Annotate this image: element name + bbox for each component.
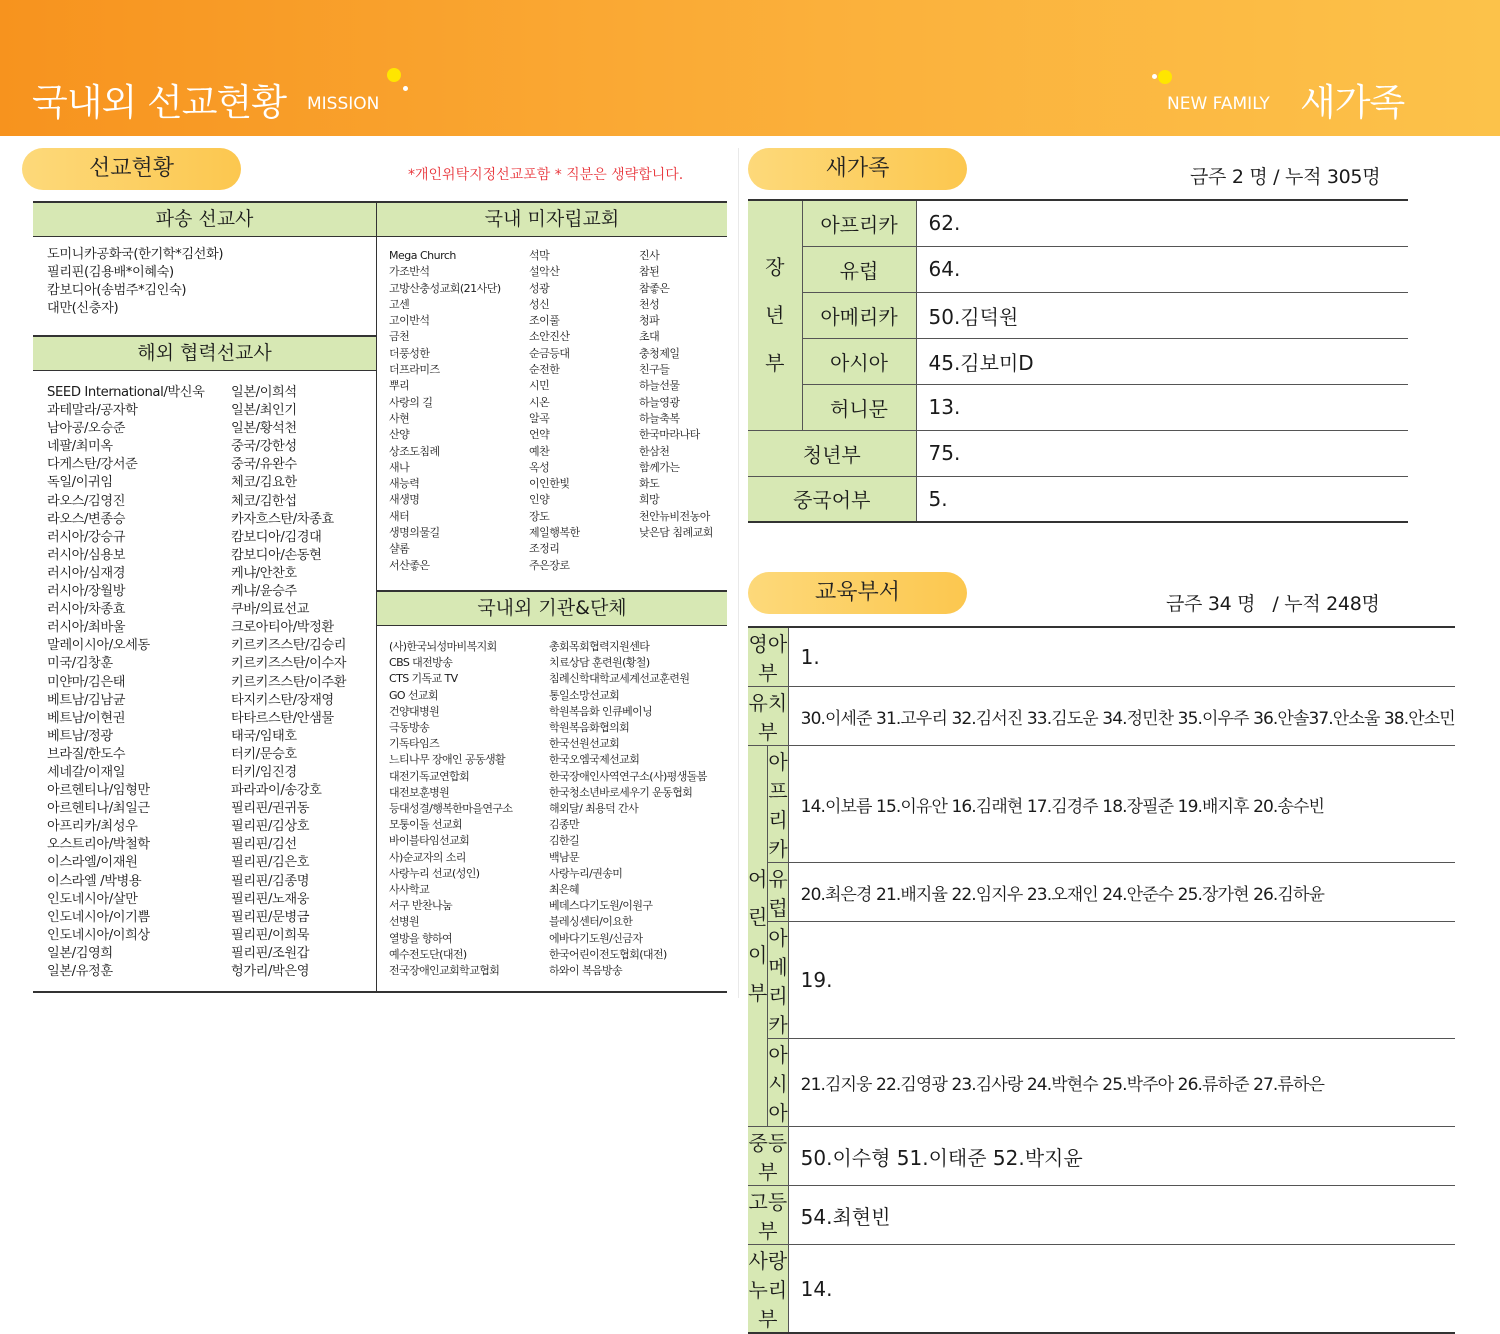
list-item: 체코/김요한 — [231, 475, 297, 491]
list-item: 아르헨티나/최일근 — [47, 801, 150, 817]
list-item: 석막 — [529, 249, 550, 262]
children-department-label: 어 린 이 부 — [748, 746, 768, 1127]
new-family-pill: 새가족 — [748, 148, 967, 190]
list-item: 충청제일 — [639, 346, 680, 360]
row-value: 1. — [788, 627, 1455, 687]
list-item: 쿠바/의료선교 — [231, 602, 310, 618]
list-item: 화도 — [639, 477, 660, 491]
row-label: 허니문 — [802, 384, 916, 430]
row-label: 중등부 — [748, 1127, 788, 1186]
list-item: 참좋은 — [639, 281, 670, 295]
list-item: 이스라엘 /박병용 — [47, 873, 142, 889]
list-item: 청파 — [639, 314, 660, 328]
header-banner — [0, 0, 1500, 136]
list-item: 카자흐스탄/차종효 — [231, 511, 334, 527]
list-item: 러시아/강승규 — [47, 529, 126, 545]
list-item: 필리핀/김은호 — [231, 855, 310, 871]
list-item: 태국/임태호 — [231, 728, 297, 744]
table-row — [748, 384, 1408, 430]
list-item: 헝가리/박은영 — [231, 964, 310, 979]
list-item: 건양대병원 — [389, 704, 440, 718]
list-item: 사)순교자의 소리 — [389, 850, 466, 864]
list-item: 과테말라/공자학 — [47, 403, 138, 419]
list-item: 필리핀/권귀동 — [231, 801, 310, 817]
list-item: 학원복음화 인큐베이닝 — [549, 704, 653, 718]
list-item: 알곡 — [529, 411, 550, 425]
list-item: 일본/유정훈 — [47, 964, 113, 979]
list-item: 새나 — [389, 460, 410, 474]
list-item: 백남문 — [549, 850, 580, 864]
table-row — [748, 1127, 1455, 1186]
list-item: 가조반석 — [389, 265, 430, 279]
list-item: (사)한국뇌성마비복지회 — [389, 640, 497, 653]
list-item: 새능력 — [389, 477, 420, 491]
list-item: 서산좋은 — [389, 558, 430, 572]
row-value: 13. — [916, 384, 1408, 430]
list-item: 사현 — [389, 411, 410, 425]
dispatched-list — [47, 246, 223, 318]
list-item: 김한길 — [549, 834, 580, 848]
list-item: 이인한빛 — [529, 477, 570, 491]
list-item: 대전보훈병원 — [389, 785, 450, 799]
list-item: 샬롬 — [389, 542, 410, 556]
list-item: 새터 — [389, 509, 410, 523]
list-item: 고방산충성교회(21사단) — [389, 281, 501, 295]
list-item: 사랑의 길 — [389, 395, 433, 409]
list-item: 일본/황석천 — [231, 421, 297, 437]
list-item: 베트남/김남균 — [47, 692, 126, 708]
list-item: 성광 — [529, 281, 550, 295]
list-item: 모퉁이돌 선교회 — [389, 818, 463, 832]
white-dot-icon — [403, 86, 408, 91]
overseas-list-col1 — [47, 384, 204, 981]
row-label: 사랑누리부 — [748, 1245, 788, 1334]
list-item: SEED International/박신욱 — [47, 385, 205, 400]
list-item: 남아공/오승준 — [47, 421, 126, 437]
list-item: 조이풀 — [529, 314, 560, 328]
list-item: 캄보디아(송범주*김인숙) — [47, 283, 187, 299]
list-item: 진사 — [639, 249, 660, 262]
list-item: 한국장애인사역연구소(사)평생돌봄 — [549, 769, 707, 783]
list-item: 일본/이희석 — [231, 385, 297, 400]
list-item: 중국/강한성 — [231, 439, 297, 455]
list-item: CTS 기독교 TV — [389, 672, 458, 686]
list-item: 필리핀/조원갑 — [231, 945, 310, 961]
organizations-list-col2 — [549, 639, 707, 979]
table-row — [748, 1245, 1455, 1334]
banner-title-mission: 국내외 선교현황 — [32, 81, 286, 124]
list-item: 블레싱센터/이요한 — [549, 915, 633, 929]
list-item: 인도네시아/이희상 — [47, 927, 150, 943]
list-item: 러시아/차종효 — [47, 602, 126, 618]
list-item: 일본/최인기 — [231, 403, 297, 419]
list-item: 캄보디아/손동현 — [231, 547, 322, 563]
list-item: 전국장애인교회학교협회 — [389, 964, 500, 978]
list-item: 낮은담 침례교회 — [639, 526, 713, 540]
education-department-pill: 교육부서 — [748, 572, 967, 614]
list-item: 함께가는 — [639, 460, 680, 474]
row-value: 14.이보름 15.이유안 16.김래현 17.김경주 18.장필준 19.배지후 20.송수빈 — [788, 746, 1455, 863]
list-item: 천성 — [639, 297, 660, 311]
list-item: 언약 — [529, 428, 550, 442]
row-label: 청년부 — [748, 430, 916, 476]
row-label: 아메리카 — [768, 922, 788, 1039]
list-item: 한국청소년바로세우기 운동협회 — [549, 785, 693, 799]
education-table — [748, 626, 1455, 1334]
list-item: 키르키즈스탄/이주환 — [231, 674, 347, 690]
list-item: 사랑누리 선교(성인) — [389, 866, 480, 880]
list-item: 터키/임진경 — [231, 764, 297, 780]
overseas-missionaries-header: 해외 협력선교사 — [33, 335, 376, 371]
row-value: 20.최은경 21.배지율 22.임지우 23.오재인 24.안준수 25.장가현 26.김하윤 — [788, 863, 1455, 922]
list-item: 크로아티아/박정환 — [231, 620, 334, 636]
row-label: 중국어부 — [748, 476, 916, 522]
list-item: 필리핀/김선 — [231, 837, 297, 853]
list-item: CBS 대전방송 — [389, 656, 453, 670]
list-item: 더풍성한 — [389, 346, 430, 360]
list-item: 김종만 — [549, 818, 580, 832]
list-item: 필리핀/문병금 — [231, 909, 310, 925]
list-item: 터키/문승호 — [231, 746, 297, 762]
list-item: 성신 — [529, 297, 550, 311]
new-family-table — [748, 199, 1408, 523]
list-item: 한국마라나타 — [639, 428, 700, 442]
list-item: 사랑누리/권송미 — [549, 866, 623, 880]
list-item: 라오스/변종승 — [47, 511, 126, 527]
table-row — [748, 430, 1408, 476]
domestic-list-col1 — [389, 248, 501, 574]
list-item: 시온 — [529, 395, 550, 409]
list-item: 인양 — [529, 493, 550, 507]
list-item: 키르키즈스탄/김승리 — [231, 638, 347, 654]
list-item: 베트남/이현권 — [47, 710, 126, 726]
list-item: 등대성결/행복한마을연구소 — [389, 802, 513, 816]
youth-department-label: 장 년 부 — [748, 200, 802, 430]
new-family-total: 금주 2 명 / 누적 305명 — [1190, 166, 1381, 188]
row-value: 19. — [788, 922, 1455, 1039]
organizations-header: 국내외 기관&단체 — [377, 590, 727, 626]
overseas-list-col2 — [231, 384, 346, 981]
list-item: 한국오엠국제선교회 — [549, 753, 640, 767]
list-item: 필리핀/김상호 — [231, 819, 310, 835]
list-item: 중국/유완수 — [231, 457, 297, 473]
list-item: 열방을 향하여 — [389, 931, 453, 945]
list-item: 베데스다기도원/이원구 — [549, 899, 653, 913]
list-item: 설악산 — [529, 265, 560, 279]
list-item: 희망 — [639, 493, 660, 507]
list-item: 금천 — [389, 330, 410, 344]
organizations-list-col1 — [389, 639, 512, 979]
table-row — [748, 922, 1455, 1039]
row-value: 64. — [916, 246, 1408, 292]
list-item: 타타르스탄/안샘물 — [231, 710, 334, 726]
domestic-list-col3 — [639, 248, 713, 541]
row-label: 아프리카 — [802, 200, 916, 246]
row-label: 아메리카 — [802, 292, 916, 338]
list-item: 하늘선물 — [639, 379, 680, 393]
list-item: 순금등대 — [529, 346, 570, 360]
list-item: 제일행복한 — [529, 526, 580, 540]
list-item: 타지키스탄/장재영 — [231, 692, 334, 708]
row-value: 14. — [788, 1245, 1455, 1334]
list-item: 베트남/정광 — [47, 728, 113, 744]
row-value: 30.이세준 31.고우리 32.김서진 33.김도운 34.정민찬 35.이우주 36.안솔37.안소울 38.안소민 — [788, 687, 1455, 746]
table-row — [748, 338, 1408, 384]
list-item: 세네갈/이재일 — [47, 764, 126, 780]
list-item: 한국어린이전도협회(대전) — [549, 947, 667, 961]
list-item: GO 선교회 — [389, 688, 438, 702]
banner-title-newfamily: 새가족 — [1300, 81, 1405, 124]
list-item: 친구들 — [639, 363, 670, 377]
mission-bottom-rule — [33, 991, 727, 993]
list-item: 기독타임즈 — [389, 737, 440, 751]
row-label: 아시아 — [768, 1039, 788, 1127]
list-item: 순전한 — [529, 363, 560, 377]
list-item: 대전기독교연합회 — [389, 769, 470, 783]
mission-status-pill: 선교현황 — [22, 148, 241, 190]
list-item: 러시아/심용보 — [47, 547, 126, 563]
list-item: 초대 — [639, 330, 660, 344]
list-item: 선병원 — [389, 915, 420, 929]
list-item: 시민 — [529, 379, 550, 393]
list-item: 러시아/장월방 — [47, 584, 126, 600]
list-item: 에바다기도원/신금자 — [549, 931, 643, 945]
list-item: 조정리 — [529, 542, 560, 556]
list-item: 한국선원선교회 — [549, 737, 620, 751]
list-item: 라오스/김영진 — [47, 493, 126, 509]
list-item: 사사학교 — [389, 883, 430, 897]
list-item: Mega Church — [389, 249, 456, 262]
list-item: 하늘축복 — [639, 411, 680, 425]
list-item: 서구 반찬나눔 — [389, 899, 453, 913]
list-item: 인도네시아/살만 — [47, 891, 138, 907]
table-row — [748, 746, 1455, 863]
row-label: 아시아 — [802, 338, 916, 384]
list-item: 아르헨티나/임형만 — [47, 783, 150, 799]
row-label: 아프리카 — [768, 746, 788, 863]
row-value: 45.김보미D — [916, 338, 1408, 384]
table-row — [748, 1039, 1455, 1127]
education-total: 금주 34 명 / 누적 248명 — [1166, 593, 1380, 615]
list-item: 케냐/윤승주 — [231, 584, 297, 600]
list-item: 필리핀/노재웅 — [231, 891, 310, 907]
list-item: 장도 — [529, 509, 550, 523]
list-item: 도미니카공화국(한기학*김선화) — [47, 247, 224, 262]
table-row — [748, 627, 1455, 687]
list-item: 미얀마/김은태 — [47, 674, 126, 690]
banner-subtitle-newfamily: NEW FAMILY — [1167, 94, 1270, 114]
list-item: 필리핀/김종명 — [231, 873, 310, 889]
list-item: 소안진산 — [529, 330, 570, 344]
row-value: 21.김지웅 22.김영광 23.김사랑 24.박현수 25.박주아 26.류하준 27.류하은 — [788, 1039, 1455, 1127]
list-item: 한삼천 — [639, 444, 670, 458]
row-value: 50.김덕원 — [916, 292, 1408, 338]
list-item: 러시아/최바울 — [47, 620, 126, 636]
table-row — [748, 200, 1408, 246]
page-divider — [738, 148, 739, 998]
row-label: 유치부 — [748, 687, 788, 746]
yellow-dot-icon — [1158, 70, 1172, 84]
row-value: 62. — [916, 200, 1408, 246]
list-item: 캄보디아/김경대 — [231, 529, 322, 545]
list-item: 고이반석 — [389, 314, 430, 328]
list-item: 미국/김창훈 — [47, 656, 113, 672]
list-item: 파라과이/송강호 — [231, 783, 322, 799]
list-item: 예수전도단(대전) — [389, 947, 467, 961]
list-item: 독일/이귀임 — [47, 475, 113, 491]
table-row — [748, 863, 1455, 922]
list-item: 생명의물길 — [389, 526, 440, 540]
list-item: 다게스탄/강서준 — [47, 457, 138, 473]
list-item: 치료상담 훈련원(황철) — [549, 656, 650, 670]
list-item: 네팔/최미옥 — [47, 439, 113, 455]
domestic-list-col2 — [529, 248, 580, 574]
list-item: 브라질/한도수 — [47, 746, 126, 762]
list-item: 케냐/안찬호 — [231, 565, 297, 581]
list-item: 오스트리아/박철학 — [47, 837, 150, 853]
list-item: 옥성 — [529, 460, 550, 474]
row-label: 고등부 — [748, 1186, 788, 1245]
yellow-dot-icon — [387, 68, 401, 82]
list-item: 고센 — [389, 297, 410, 311]
list-item: 뿌리 — [389, 379, 410, 393]
dispatched-missionaries-header: 파송 선교사 — [33, 201, 376, 237]
list-item: 일본/김영희 — [47, 945, 113, 961]
list-item: 통일소망선교회 — [549, 688, 620, 702]
list-item: 느티나무 장애인 공동생활 — [389, 753, 506, 767]
list-item: 학원복음화협의회 — [549, 721, 630, 735]
list-item: 예찬 — [529, 444, 550, 458]
list-item: 바이블타임선교회 — [389, 834, 470, 848]
row-value: 50.이수형 51.이태준 52.박지윤 — [788, 1127, 1455, 1186]
white-dot-icon — [1152, 74, 1157, 79]
row-label: 영아부 — [748, 627, 788, 687]
row-value: 5. — [916, 476, 1408, 522]
list-item: 말레이시아/오세동 — [47, 638, 150, 654]
list-item: 대만(신충자) — [47, 301, 119, 317]
list-item: 참된 — [639, 265, 660, 279]
list-item: 키르키즈스탄/이수자 — [231, 656, 347, 672]
list-item: 상조도침례 — [389, 444, 440, 458]
row-label: 유럽 — [802, 246, 916, 292]
list-item: 천안뉴비전농아 — [639, 509, 710, 523]
list-item: 최은혜 — [549, 883, 580, 897]
row-value: 54.최현빈 — [788, 1186, 1455, 1245]
table-row — [748, 687, 1455, 746]
row-label: 유럽 — [768, 863, 788, 922]
list-item: 해외달/ 최용덕 간사 — [549, 802, 639, 816]
list-item: 인도네시아/이기쁨 — [47, 909, 150, 925]
list-item: 하와이 복음방송 — [549, 964, 623, 978]
mission-note: *개인위탁지정선교포함 * 직분은 생략합니다. — [408, 167, 684, 183]
domestic-churches-header: 국내 미자립교회 — [377, 201, 727, 237]
row-value: 75. — [916, 430, 1408, 476]
list-item: 아프리카/최성우 — [47, 819, 138, 835]
list-item: 침례신학대학교세계선교훈련원 — [549, 672, 690, 686]
list-item: 필리핀/이희묵 — [231, 927, 310, 943]
table-row — [748, 476, 1408, 522]
table-row — [748, 292, 1408, 338]
list-item: 주은장로 — [529, 558, 570, 572]
table-row — [748, 1186, 1455, 1245]
list-item: 산양 — [389, 428, 410, 442]
list-item: 총회목회협력지원센타 — [549, 640, 650, 653]
list-item: 필리핀(김용배*이혜숙) — [47, 265, 174, 281]
list-item: 체코/김한섭 — [231, 493, 297, 509]
list-item: 러시아/심재경 — [47, 565, 126, 581]
list-item: 이스라엘/이재원 — [47, 855, 138, 871]
list-item: 새생명 — [389, 493, 420, 507]
list-item: 하늘영광 — [639, 395, 680, 409]
list-item: 극동방송 — [389, 721, 430, 735]
table-row — [748, 246, 1408, 292]
banner-subtitle-mission: MISSION — [307, 94, 380, 114]
list-item: 더프라미즈 — [389, 363, 440, 377]
